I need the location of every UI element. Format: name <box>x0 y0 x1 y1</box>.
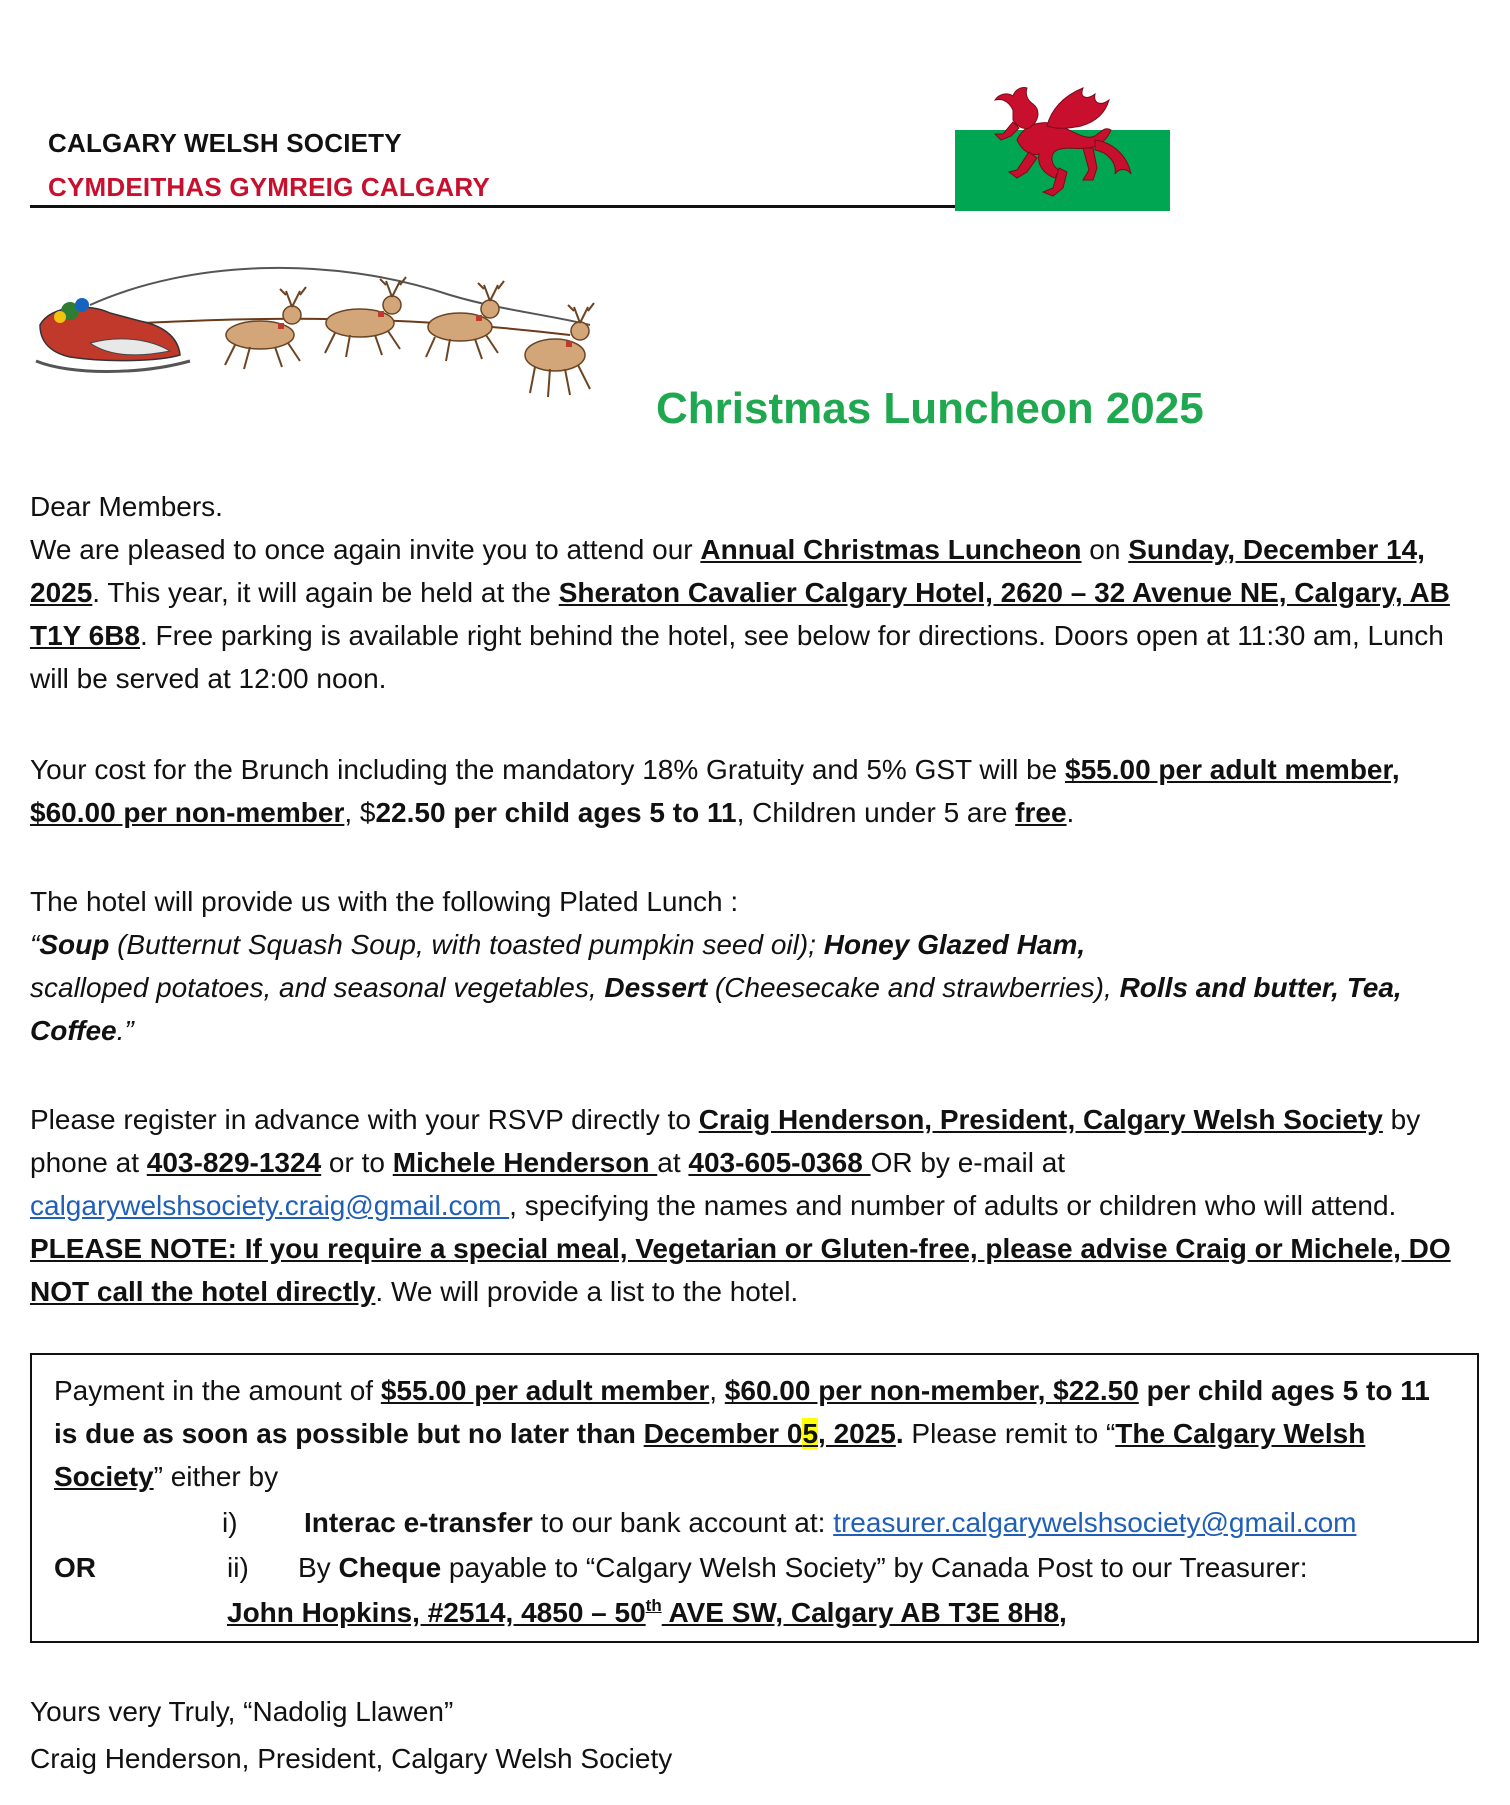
menu-paragraph <box>30 880 1475 1052</box>
event-date: Sunday, December 14, 2025 <box>30 534 1425 608</box>
menu-items: “Soup (Butternut Squash Soup, with toasted pumpkin seed oil); Honey Glazed Ham, scalloped potatoes, and seasonal vegetables, Dessert (Cheesecake and strawberries), Rolls and butter, Tea, Coffee.” <box>30 929 1402 1046</box>
payment-payee: The Calgary Welsh Society <box>54 1418 1366 1492</box>
payment-text: Payment in the amount of $55.00 per adult member, $60.00 per non-member, $22.50 per child ages 5 to 11 is due as soon as possible but no later than December 05, 2025. Please remit to “The Calgary Welsh Society” either by <box>54 1375 1430 1492</box>
rsvp-phone-michele: 403-605-0368 <box>688 1147 871 1178</box>
menu-dessert: Dessert <box>604 972 708 1003</box>
free-label: free <box>1015 797 1067 828</box>
welsh-dragon-flag-icon <box>955 70 1170 211</box>
event-venue: Sheraton Cavalier Calgary Hotel, 2620 – 32 Avenue NE, Calgary, AB T1Y 6B8 <box>30 577 1450 651</box>
rsvp-contact-craig: Craig Henderson, President, Calgary Welsh Society <box>698 1104 1383 1135</box>
payment-adult-price: $55.00 per adult member <box>380 1375 710 1406</box>
treasurer-email-link[interactable]: treasurer.calgarywelshsociety@gmail.com <box>833 1507 1357 1538</box>
rsvp-paragraph: Please register in advance with your RSVP directly to Craig Henderson, President, Calgary Welsh Society by phone at 403-829-1324 or to Michele Henderson at 403-605-0368 OR by e-mail at calgarywelshsociety.craig@gmail.com , specifying the names and number of adults or children who will attend. PLEASE NOTE: If you require a special meal, Vegetarian or Gluten-free, please advise Craig or Michele, DO NOT call the hotel directly. We will provide a list to the hotel. <box>30 1104 1451 1307</box>
member-prices: $55.00 per adult member, $60.00 per non-member <box>30 754 1400 828</box>
child-price: 22.50 per child ages 5 to 11 <box>375 797 737 828</box>
page-title: Christmas Luncheon 2025 <box>656 384 1204 433</box>
cost-paragraph: Your cost for the Brunch including the mandatory 18% Gratuity and 5% GST will be $55.00 per adult member, $60.00 per non-member, $22.50 per child ages 5 to 11, Children under 5 are free. <box>30 754 1400 828</box>
option-ii-number: ii) <box>227 1552 249 1583</box>
option-cheque: By Cheque payable to “Calgary Welsh Society” by Canada Post to our Treasurer: <box>298 1552 1308 1583</box>
santa-sleigh-reindeer-icon <box>30 265 650 425</box>
or-label: OR <box>54 1552 96 1583</box>
invitation-text: We are pleased to once again invite you to attend our Annual Christmas Luncheon on Sunday, December 14, 2025. This year, it will again be held at the Sheraton Cavalier Calgary Hotel, 2620 – 32 Avenue NE, Calgary, AB T1Y 6B8. Free parking is available right behind the hotel, see below for directions. Doors open at 11:30 am, Lunch will be served at 12:00 noon. <box>30 534 1450 694</box>
menu-rolls: Rolls and butter, Tea, Coffee <box>30 972 1402 1046</box>
org-name-welsh: CYMDEITHAS GYMREIG CALGARY <box>48 172 490 202</box>
option-i-number: i) <box>222 1507 238 1538</box>
signoff-name: Craig Henderson, President, Calgary Welsh Society <box>30 1743 673 1774</box>
intro-paragraph <box>30 485 1475 700</box>
org-name-english: CALGARY WELSH SOCIETY <box>48 128 402 158</box>
greeting: Dear Members. <box>30 491 223 522</box>
rsvp-contact-michele: Michele Henderson <box>392 1147 658 1178</box>
event-name: Annual Christmas Luncheon <box>700 534 1082 565</box>
payment-box <box>30 1353 1479 1643</box>
payment-due-date: December 05, 2025 <box>643 1418 896 1449</box>
signoff <box>30 1688 672 1782</box>
special-meal-note: PLEASE NOTE: If you require a special meal, Vegetarian or Gluten-free, please advise Craig or Michele, DO NOT call the hotel directly <box>30 1233 1451 1307</box>
payment-nonmember-price: $60.00 per non-member, $22.50 <box>724 1375 1139 1406</box>
rsvp-email-link[interactable]: calgarywelshsociety.craig@gmail.com <box>30 1190 510 1221</box>
signoff-closing: Yours very Truly, “Nadolig Llawen” <box>30 1696 454 1727</box>
rsvp-phone-craig: 403-829-1324 <box>146 1147 322 1178</box>
header-divider <box>30 205 960 208</box>
menu-intro: The hotel will provide us with the following Plated Lunch : <box>30 886 739 917</box>
treasurer-address: John Hopkins, #2514, 4850 – 50th AVE SW, Calgary AB T3E 8H8, <box>227 1596 1067 1628</box>
menu-soup: Soup <box>39 929 110 960</box>
option-interac: Interac e-transfer to our bank account at: treasurer.calgarywelshsociety@gmail.com <box>304 1507 1357 1538</box>
menu-ham: Honey Glazed Ham, <box>823 929 1086 960</box>
